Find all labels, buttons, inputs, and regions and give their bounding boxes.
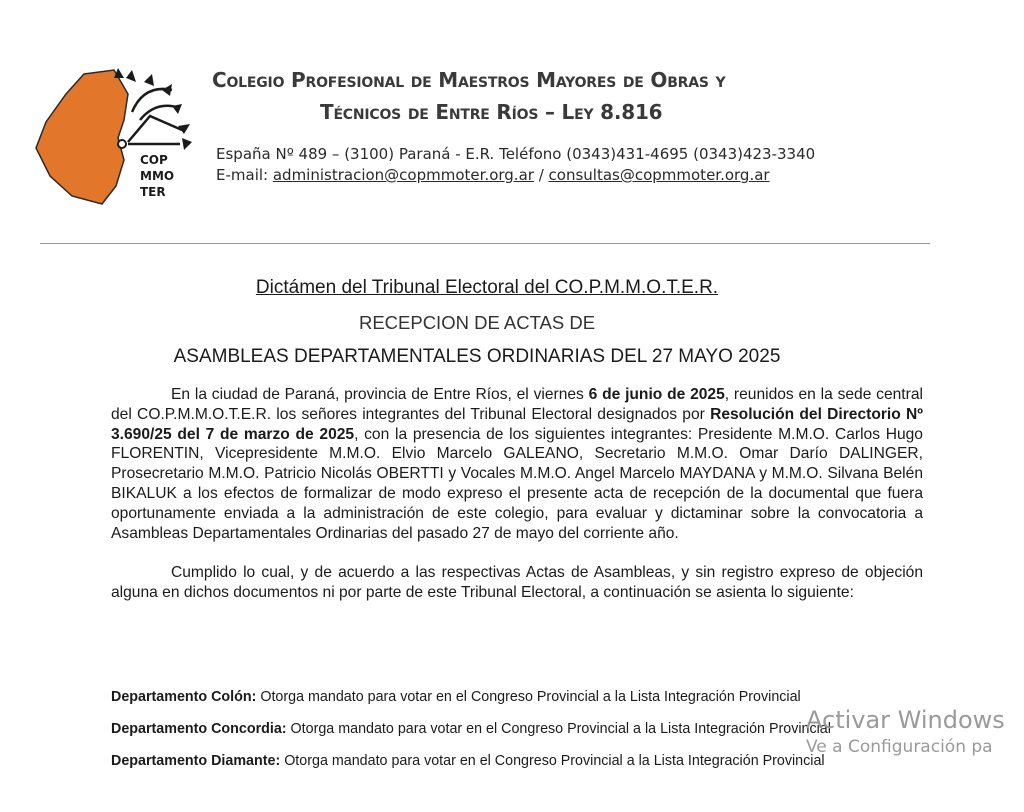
- department-item: [111, 688, 923, 706]
- watermark-line2: Ve a Configuración pa: [806, 737, 993, 757]
- department-name: Departamento Concordia:: [111, 721, 287, 737]
- paragraph-2: Cumplido lo cual, y de acuerdo a las respectivas Actas de Asambleas, y sin registro expreso de objeción alguna en dichos documentos ni por parte de este Tribunal Electoral, a continuación se asienta lo siguiente:: [111, 564, 923, 602]
- email-label: E-mail:: [216, 166, 273, 184]
- activate-windows-watermark: [806, 706, 1024, 758]
- department-text: Otorga mandato para votar en el Congreso Provincial a la Lista Integración Provincial: [286, 721, 831, 737]
- email-link-administracion[interactable]: administracion@copmmoter.org.ar: [272, 166, 534, 184]
- logo-arrows: [128, 89, 182, 144]
- college-logo: [32, 64, 202, 214]
- logo-text-line3: TER: [140, 185, 166, 199]
- email-link-consultas[interactable]: consultas@copmmoter.org.ar: [548, 166, 770, 184]
- department-item: [111, 720, 923, 738]
- paragraph-1: En la ciudad de Paraná, provincia de Entre Ríos, el viernes 6 de junio de 2025, reunidos en la sede central del CO.P.M.M.O.T.E.R. los señores integrantes del Tribunal Electoral designados por Resolución del Directorio Nº 3.690/25 del 7 de marzo de 2025, con la presencia de los siguientes integrantes: Presidente M.M.O. Carlos Hugo FLORENTIN, Vicepresidente M.M.O. Elvio Marcelo GALEANO, Secretario M.M.O. Omar Darío DALINGER, Prosecretario M.M.O. Patricio Nicolás OBERTTI y Vocales M.M.O. Angel Marcelo MAYDANA y M.M.O. Silvana Belén BIKALUK a los efectos de formalizar de modo expreso el presente acta de recepción de la documental que fuera oportunamente enviada a la administración de este colegio, para evaluar y dictaminar sobre la convocatoria a Asambleas Departamentales Ordinarias del pasado 27 de mayo del corriente año.: [111, 386, 923, 542]
- address-line: España Nº 489 – (3100) Paraná - E.R. Teléfono (0343)431-4695 (0343)423-3340: [216, 145, 816, 163]
- organization-name: [212, 64, 972, 128]
- logo-text-line2: MMO: [140, 169, 175, 183]
- document-title: Dictámen del Tribunal Electoral del CO.P.M.M.O.T.E.R.: [255, 277, 719, 298]
- department-item: [111, 752, 923, 770]
- organization-name-line1: Colegio Profesional de Maestros Mayores de Obras y: [212, 68, 726, 92]
- meeting-date: 6 de junio de 2025: [588, 386, 725, 403]
- email-line: [216, 165, 976, 186]
- logo-text-line1: COP: [140, 153, 168, 167]
- logo-dot: [118, 140, 126, 148]
- header-divider: [40, 243, 930, 244]
- contact-info: [216, 144, 976, 186]
- watermark-line1: Activar Windows: [806, 706, 1005, 734]
- departments-list: [111, 688, 923, 784]
- document-subtitle-2: ASAMBLEAS DEPARTAMENTALES ORDINARIAS DEL 27 MAYO 2025: [173, 346, 781, 367]
- email-separator: /: [533, 166, 549, 184]
- department-name: Departamento Diamante:: [111, 753, 281, 769]
- document-subtitle-1: RECEPCION DE ACTAS DE: [358, 312, 596, 333]
- resolution-reference: Resolución del Directorio Nº 3.690/25 del 7 de marzo de 2025: [111, 405, 923, 443]
- entre-rios-map-shape: [36, 70, 128, 204]
- document-body: [111, 385, 923, 603]
- organization-name-line2: Técnicos de Entre Ríos – Ley 8.816: [320, 100, 663, 124]
- department-text: Otorga mandato para votar en el Congreso Provincial a la Lista Integración Provincial: [256, 689, 801, 705]
- department-name: Departamento Colón:: [111, 689, 257, 705]
- department-text: Otorga mandato para votar en el Congreso Provincial a la Lista Integración Provincial: [280, 753, 825, 769]
